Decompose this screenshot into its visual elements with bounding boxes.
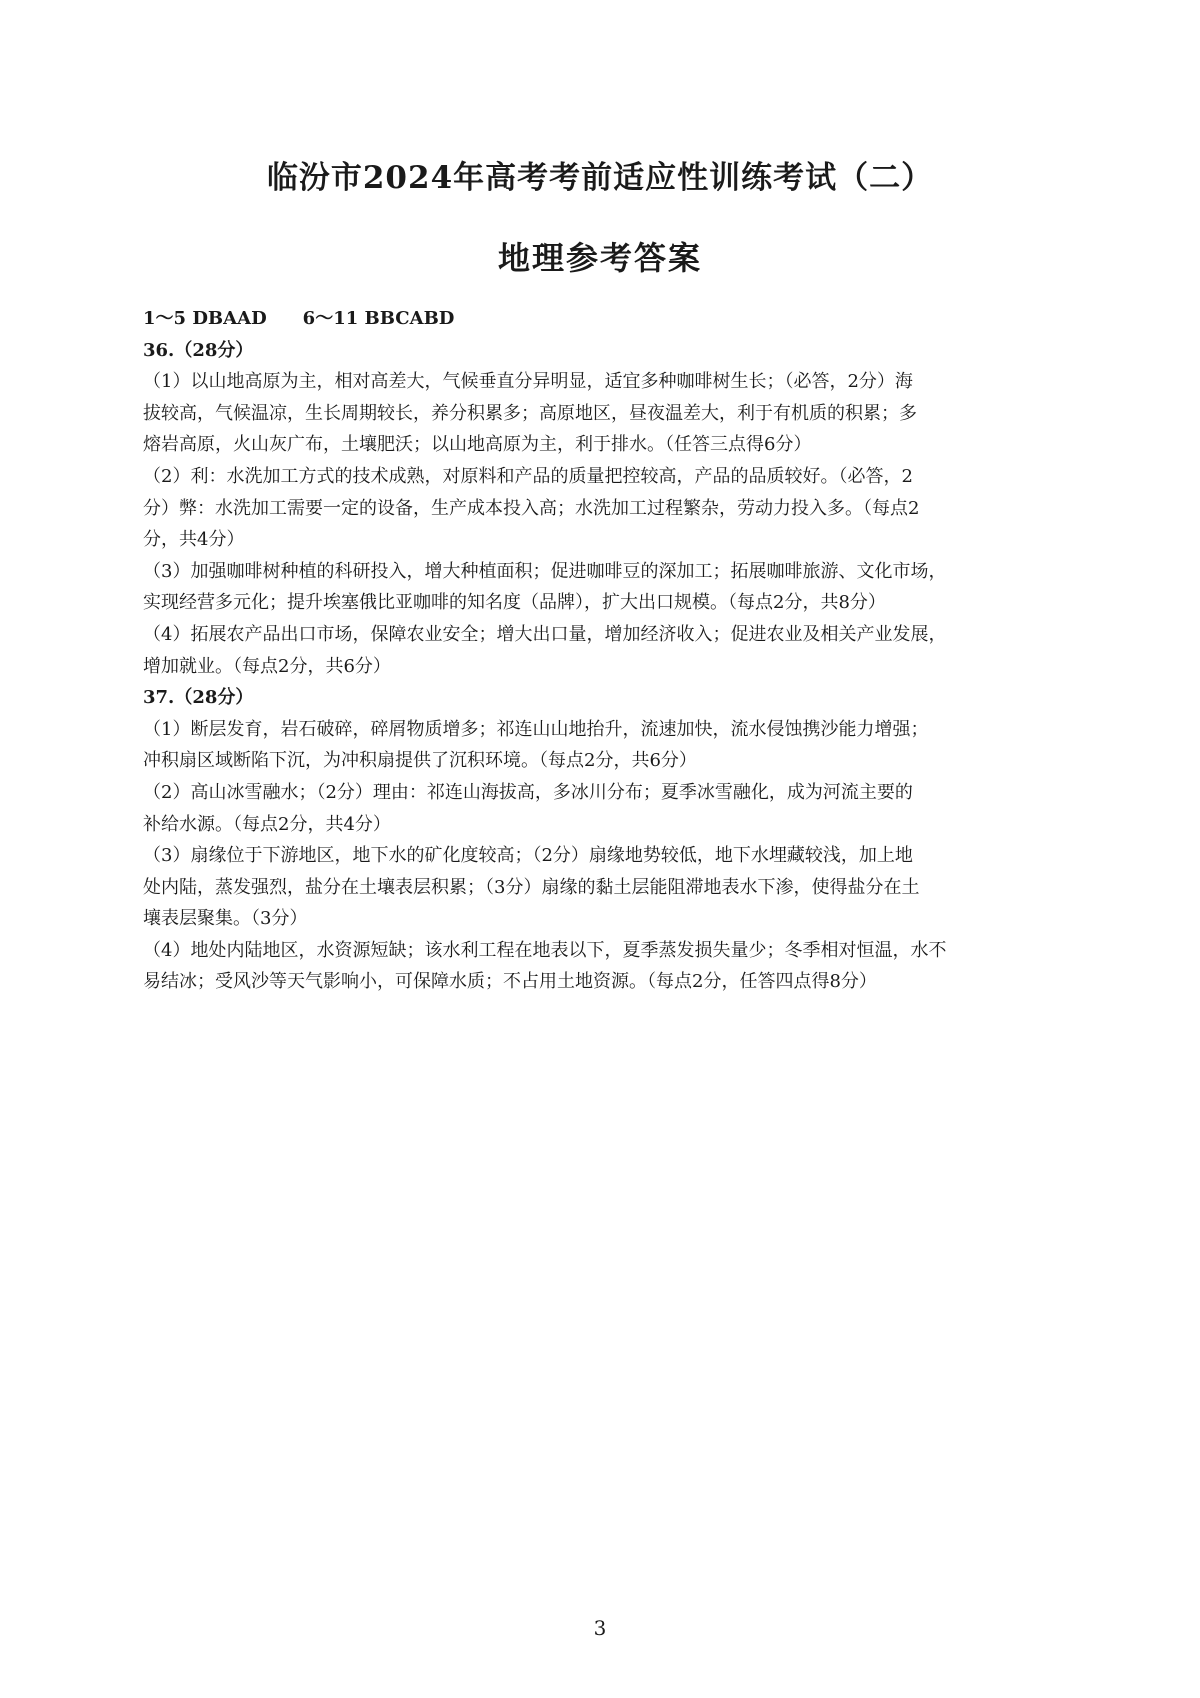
answer-line: 补给水源。（每点2分，共4分） bbox=[143, 813, 391, 835]
answer-body bbox=[143, 303, 1093, 998]
answer-line: 分）弊：水洗加工需要一定的设备，生产成本投入高；水洗加工过程繁杂，劳动力投入多。（每点2 bbox=[143, 497, 920, 519]
answer-line: （2）利：水洗加工方式的技术成熟，对原料和产品的质量把控较高，产品的品质较好。（必答，2 bbox=[143, 465, 913, 487]
question-heading: 37.（28分） bbox=[143, 687, 254, 709]
multiple-choice-answers: 1～5 DBAAD 6～11 BBCABD bbox=[143, 308, 455, 329]
document-subtitle: 地理参考答案 bbox=[497, 239, 702, 277]
answer-line: 拔较高，气候温凉，生长周期较长，养分积累多；高原地区，昼夜温差大，利于有机质的积累；多 bbox=[143, 402, 917, 424]
answer-line: 增加就业。（每点2分，共6分） bbox=[143, 655, 391, 677]
answer-line: 处内陆，蒸发强烈，盐分在土壤表层积累；（3分）扇缘的黏土层能阻滞地表水下渗，使得盐分在土 bbox=[143, 876, 920, 898]
answer-line: （4）地处内陆地区，水资源短缺；该水利工程在地表以下，夏季蒸发损失量少；冬季相对恒温，水不 bbox=[143, 939, 947, 961]
answer-line: （1）以山地高原为主，相对高差大，气候垂直分异明显，适宜多种咖啡树生长；（必答，2分）海 bbox=[143, 371, 913, 393]
question-heading: 36.（28分） bbox=[143, 339, 254, 361]
page-number: 3 bbox=[593, 1616, 607, 1640]
answer-line: 分，共4分） bbox=[143, 529, 245, 551]
answer-line: （3）扇缘位于下游地区，地下水的矿化度较高；（2分）扇缘地势较低，地下水埋藏较浅，加上地 bbox=[143, 845, 913, 867]
answer-lines bbox=[143, 335, 1093, 998]
answer-line: 易结冰；受风沙等天气影响小，可保障水质；不占用土地资源。（每点2分，任答四点得8分） bbox=[143, 971, 877, 993]
answer-line: 实现经营多元化；提升埃塞俄比亚咖啡的知名度（品牌），扩大出口规模。（每点2分，共8分） bbox=[143, 592, 886, 614]
answer-line: 冲积扇区域断陷下沉，为冲积扇提供了沉积环境。（每点2分，共6分） bbox=[143, 750, 697, 772]
answer-line: 熔岩高原，火山灰广布，土壤肥沃；以山地高原为主，利于排水。（任答三点得6分） bbox=[143, 434, 812, 456]
document-title: 临汾市2024年高考考前适应性训练考试（二） bbox=[266, 160, 934, 196]
answer-line: （2）高山冰雪融水；（2分）理由：祁连山海拔高，多冰川分布；夏季冰雪融化，成为河流主要的 bbox=[143, 781, 913, 803]
answer-line: （4）拓展农产品出口市场，保障农业安全；增大出口量，增加经济收入；促进农业及相关产业发展， bbox=[143, 623, 947, 645]
answer-line: （3）加强咖啡树种植的科研投入，增大种植面积；促进咖啡豆的深加工；拓展咖啡旅游、文化市场， bbox=[143, 560, 947, 582]
answer-line: （1）断层发育，岩石破碎，碎屑物质增多；祁连山山地抬升，流速加快，流水侵蚀携沙能力增强； bbox=[143, 718, 929, 740]
answer-line: 壤表层聚集。（3分） bbox=[143, 908, 308, 930]
